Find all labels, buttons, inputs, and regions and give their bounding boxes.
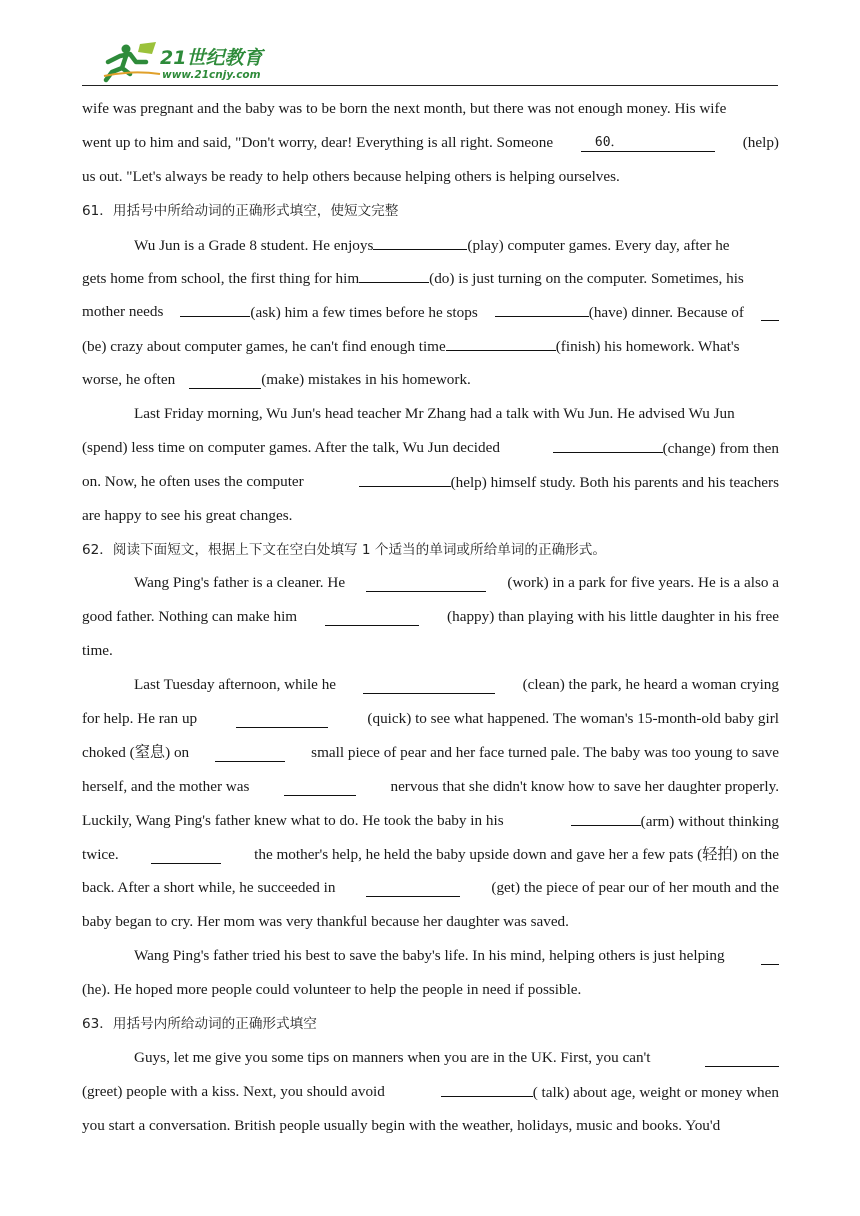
document-body: [82, 92, 779, 1143]
text-line: Guys, let me give you some tips on manners when you are in the UK. First, you can't: [82, 1041, 779, 1075]
answer-blank[interactable]: [373, 232, 467, 250]
text-line: mother needs (ask) him a few times before he stops (have) dinner. Because of: [82, 295, 779, 329]
svg-text:21世纪教育: 21世纪教育: [160, 47, 263, 69]
question-61-heading: 61．用括号中所给动词的正确形式填空，使短文完整: [82, 202, 399, 219]
text-line: (greet) people with a kiss. Next, you should avoid ( talk) about age, weight or money when: [82, 1075, 779, 1109]
text-line: Last Tuesday afternoon, while he (clean) the park, he heard a woman crying: [134, 676, 779, 694]
text-line: back. After a short while, he succeeded in (get) the piece of pear our of her mouth and the: [82, 879, 779, 897]
text-line: good father. Nothing can make him (happy) than playing with his little daughter in his free: [82, 608, 779, 626]
text-line: choked (窒息) on small piece of pear and her face turned pale. The baby was too young to save: [82, 743, 779, 761]
text-line: herself, and the mother was nervous that she didn't know how to save her daughter properly.: [82, 777, 779, 795]
text-line: time.: [82, 642, 113, 660]
answer-blank[interactable]: [363, 676, 495, 694]
text-line: (spend) less time on computer games. After the talk, Wu Jun decided (change) from then: [82, 431, 779, 465]
answer-blank[interactable]: [571, 808, 641, 826]
answer-blank[interactable]: [366, 879, 460, 897]
text-line: Wang Ping's father is a cleaner. He (work) in a park for five years. He is a also a: [134, 574, 779, 592]
text-line: Wu Jun is a Grade 8 student. He enjoys (play) computer games. Every day, after he: [82, 228, 779, 262]
text-line: worse, he often (make) mistakes in his homework.: [82, 371, 471, 389]
21cnjy-logo: [102, 40, 272, 84]
answer-blank[interactable]: [446, 333, 556, 351]
question-62-heading: 62．阅读下面短文，根据上下文在空白处填写 1 个适当的单词或所给单词的正确形式。: [82, 541, 606, 558]
text-line: Wang Ping's father tried his best to save the baby's life. In his mind, helping others is just helping: [82, 939, 779, 973]
text-line: twice. the mother's help, he held the baby upside down and gave her a few pats (轻拍) on the: [82, 845, 779, 863]
text-line: wife was pregnant and the baby was to be born the next month, but there was not enough money. His wife: [82, 99, 727, 117]
answer-blank[interactable]: [359, 469, 451, 487]
answer-blank[interactable]: [236, 710, 328, 728]
answer-blank[interactable]: [761, 303, 779, 321]
text-line: Last Friday morning, Wu Jun's head teacher Mr Zhang had a talk with Wu Jun. He advised Wu Jun: [134, 404, 735, 422]
answer-blank[interactable]: [366, 574, 486, 592]
header-rule: [82, 85, 778, 86]
text-line: us out. "Let's always be ready to help others because helping others is helping ourselves.: [82, 167, 620, 185]
answer-blank[interactable]: [180, 299, 250, 317]
answer-blank[interactable]: [359, 265, 429, 283]
text-line: on. Now, he often uses the computer (help) himself study. Both his parents and his teachers: [82, 465, 779, 499]
answer-blank[interactable]: [151, 846, 221, 864]
answer-blank[interactable]: [553, 435, 663, 453]
text-line: baby began to cry. Her mom was very thankful because her daughter was saved.: [82, 913, 569, 931]
question-63-heading: 63．用括号内所给动词的正确形式填空: [82, 1015, 317, 1032]
page-header: [82, 40, 778, 86]
answer-blank[interactable]: [284, 778, 356, 796]
text-line: gets home from school, the first thing for him (do) is just turning on the computer. Sometimes, his: [82, 261, 779, 295]
text-line: are happy to see his great changes.: [82, 506, 293, 524]
svg-text:www.21cnjy.com: www.21cnjy.com: [162, 69, 261, 81]
text-line: you start a conversation. British people usually begin with the weather, holidays, music and books. You'd: [82, 1116, 721, 1134]
answer-blank[interactable]: [495, 299, 589, 317]
text-line: (be) crazy about computer games, he can't find enough time (finish) his homework. What's: [82, 329, 779, 363]
answer-blank[interactable]: [761, 947, 779, 965]
text-line: went up to him and said, "Don't worry, dear! Everything is all right. Someone 60． (help): [82, 133, 779, 151]
answer-blank[interactable]: [441, 1079, 533, 1097]
answer-blank-60[interactable]: 60．: [581, 133, 715, 152]
text-line: Luckily, Wang Ping's father knew what to do. He took the baby in his (arm) without thinking: [82, 804, 779, 838]
answer-blank[interactable]: [705, 1049, 779, 1067]
text-line: for help. He ran up (quick) to see what happened. The woman's 15-month-old baby girl: [82, 709, 779, 727]
answer-blank[interactable]: [215, 744, 285, 762]
answer-blank[interactable]: [189, 371, 261, 389]
text-line: (he). He hoped more people could volunteer to help the people in need if possible.: [82, 981, 582, 999]
answer-blank[interactable]: [325, 608, 419, 626]
